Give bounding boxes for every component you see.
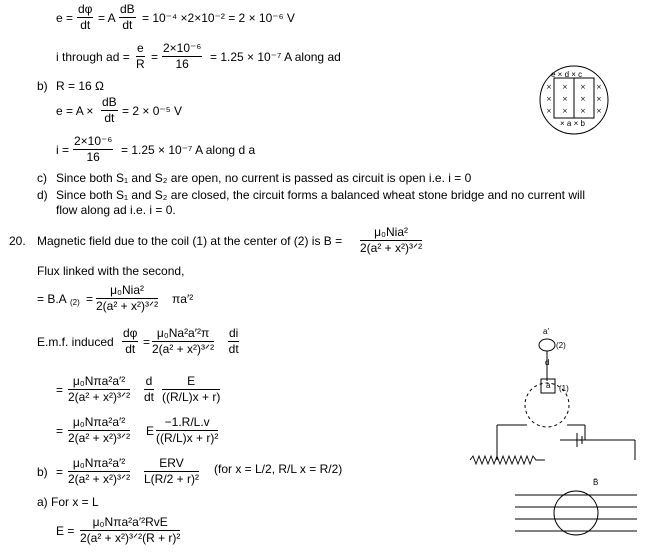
label-coil-2: (2) xyxy=(556,341,566,350)
frac-num: μ₀Nπa²a′² xyxy=(68,375,130,390)
frac-den: 2(a² + x²)³ᐟ² xyxy=(360,241,423,255)
frac-num: ERV xyxy=(144,457,199,472)
frac-num: e xyxy=(137,41,144,55)
svg-text:×: × xyxy=(580,95,586,103)
q20-l2-frac-r xyxy=(156,416,218,445)
part-c-text: Since both S₁ and S₂ are open, no current is passed as circuit is open i.e. i = 0 xyxy=(56,171,472,185)
frac-num: μ₀Nπa²a′² xyxy=(68,416,130,431)
frac-num: dφ xyxy=(123,326,138,340)
part-b-frac-i xyxy=(73,135,113,164)
q20-l1-eq: = xyxy=(56,383,64,397)
q20-l2-frac-main xyxy=(68,416,130,445)
label-a-prime: a′ xyxy=(543,327,549,336)
q20-l1-frac-ddt xyxy=(144,375,154,404)
q20-emf-frac-didt xyxy=(228,327,239,356)
frac-num: μ₀Nia² xyxy=(360,226,422,241)
frac-den: 2(a² + x²)³ᐟ² xyxy=(68,390,131,404)
conductor-ring xyxy=(554,491,598,535)
frac-num: −1.R/L.v xyxy=(156,416,218,431)
part-c-label: c) xyxy=(37,171,47,185)
frac-den: 2(a² + x²)³ᐟ² xyxy=(96,299,159,313)
q20-final-frac xyxy=(80,516,180,545)
frac-num: dB xyxy=(102,95,117,109)
svg-text:×: × xyxy=(546,107,552,115)
svg-text:×: × xyxy=(596,107,602,115)
part-b-i-result: = 1.25 × 10⁻⁷ A along d a xyxy=(121,143,256,157)
part-b-e-lhs: e = A × xyxy=(56,104,94,118)
line1-eq-a: = A xyxy=(98,11,116,25)
svg-text:×: × xyxy=(596,83,602,91)
line2-frac-value xyxy=(162,42,202,71)
line2-lhs: i through ad = xyxy=(56,50,130,64)
frac-den: dt xyxy=(125,342,136,356)
frac-den: dt xyxy=(228,342,239,356)
q20-l2-eq: = xyxy=(56,424,64,438)
frac-den: 2(a² + x²)³ᐟ² xyxy=(68,431,131,445)
frac-num: d xyxy=(145,374,153,388)
q20-b-frac-main xyxy=(68,457,130,486)
frac-den: L(R/2 + r)² xyxy=(144,472,200,486)
svg-text:×: × xyxy=(546,83,552,91)
part-b-frac-db-dt xyxy=(101,96,118,125)
line1-frac-db-dt xyxy=(119,3,136,32)
field-lines xyxy=(515,495,637,531)
frac-den: ((R/L)x + r)² xyxy=(156,431,219,445)
q20-l2-e: E xyxy=(146,424,155,438)
frac-den: 2(a² + x²)³ᐟ² xyxy=(152,342,215,356)
frac-num: μ₀Nπa²a′² xyxy=(68,457,130,472)
frac-den: 2(a² + x²)³ᐟ²(R + r)² xyxy=(80,531,181,545)
svg-text:×: × xyxy=(562,83,568,91)
frac-num: 2×10⁻⁶ xyxy=(163,41,202,55)
label-a: a xyxy=(546,381,551,390)
frac-num: di xyxy=(229,326,239,340)
line1-frac-dphi-dt xyxy=(77,3,93,32)
part-b-label: b) xyxy=(37,79,48,93)
part-d-label: d) xyxy=(37,188,48,202)
part-d-text-line2: flow along ad i.e. i = 0. xyxy=(56,203,176,217)
q20-b-eq: = xyxy=(56,465,64,479)
q20-number: 20. xyxy=(9,234,26,248)
label-coil-1: (1) xyxy=(559,384,569,393)
frac-num: dφ xyxy=(78,2,93,16)
part-d-text-line1: Since both S₁ and S₂ are closed, the circuit forms a balanced wheat stone bridge and no current will xyxy=(56,188,586,202)
q20-final-lhs: E = xyxy=(56,524,75,538)
frac-den: dt xyxy=(104,111,115,125)
line1-lhs: e = xyxy=(56,11,74,25)
figure1-bottom-labels: × a × b xyxy=(560,119,585,128)
frac-num: E xyxy=(162,375,220,390)
q20-ba-frac xyxy=(96,284,158,313)
frac-den: dt xyxy=(80,18,91,32)
q20-l1-frac-main xyxy=(68,375,130,404)
line2-frac-e-r xyxy=(136,42,145,71)
q20-a-label: a) For x = L xyxy=(37,495,99,509)
q20-ba-lhs: = B.A xyxy=(37,292,67,306)
svg-text:×: × xyxy=(580,107,586,115)
svg-text:×: × xyxy=(562,95,568,103)
q20-emf-frac-dphi xyxy=(122,327,138,356)
q20-emf-lhs: E.m.f. induced xyxy=(37,335,114,349)
frac-den: 2(a² + x²)³ᐟ² xyxy=(68,472,131,486)
q20-ba-sub: (2) xyxy=(70,298,80,307)
frac-den: dt xyxy=(144,390,155,404)
frac-num: μ₀Nπa²a′²RvE xyxy=(80,516,180,531)
part-b-r-line: R = 16 Ω xyxy=(56,79,104,93)
svg-text:×: × xyxy=(596,95,602,103)
label-b-vector: B̄ xyxy=(593,478,599,487)
line2-result: = 1.25 × 10⁻⁷ A along ad xyxy=(210,50,341,64)
svg-text:×: × xyxy=(580,83,586,91)
frac-den: 16 xyxy=(175,57,189,71)
q20-flux-text: Flux linked with the second, xyxy=(37,264,185,278)
figure-coil-circuit xyxy=(465,325,645,550)
frac-num: μ₀Nia² xyxy=(96,284,158,299)
part-b-e-result: = 2 × 0⁻⁵ V xyxy=(122,104,183,118)
q20-l1-frac-e xyxy=(162,375,220,404)
frac-num: 2×10⁻⁶ xyxy=(74,134,113,148)
figure-loop-diagram xyxy=(538,64,610,136)
part-b-i-lhs: i = xyxy=(56,143,70,157)
frac-num: μ₀Na²a′²π xyxy=(152,327,214,342)
q20-emf-eq: = xyxy=(143,335,151,349)
rheostat xyxy=(470,456,545,464)
frac-den: dt xyxy=(122,18,133,32)
frac-den: R xyxy=(136,57,145,71)
q20-ba-eq: = xyxy=(86,292,94,306)
frac-num: dB xyxy=(120,2,135,16)
q20-b-note: (for x = L/2, R/L x = R/2) xyxy=(214,462,343,476)
coil-2 xyxy=(539,339,555,351)
figure1-top-labels: e × d × c xyxy=(551,70,583,79)
q20-b-frac-erv xyxy=(144,457,199,486)
q20-field-frac xyxy=(360,226,422,255)
line1-result: = 10⁻⁴ ×2×10⁻² = 2 × 10⁻⁶ V xyxy=(142,11,295,25)
frac-den: 16 xyxy=(86,150,100,164)
line2-eq: = xyxy=(151,50,159,64)
q20-text: Magnetic field due to the coil (1) at the center of (2) is B = xyxy=(37,234,343,248)
label-d: d xyxy=(545,358,550,367)
svg-text:×: × xyxy=(546,95,552,103)
frac-den: ((R/L)x + r) xyxy=(162,390,221,404)
q20-ba-rest: πa′² xyxy=(172,292,194,306)
q20-b-label: b) xyxy=(37,465,48,479)
q20-emf-frac-main xyxy=(152,327,214,356)
svg-text:×: × xyxy=(562,107,568,115)
